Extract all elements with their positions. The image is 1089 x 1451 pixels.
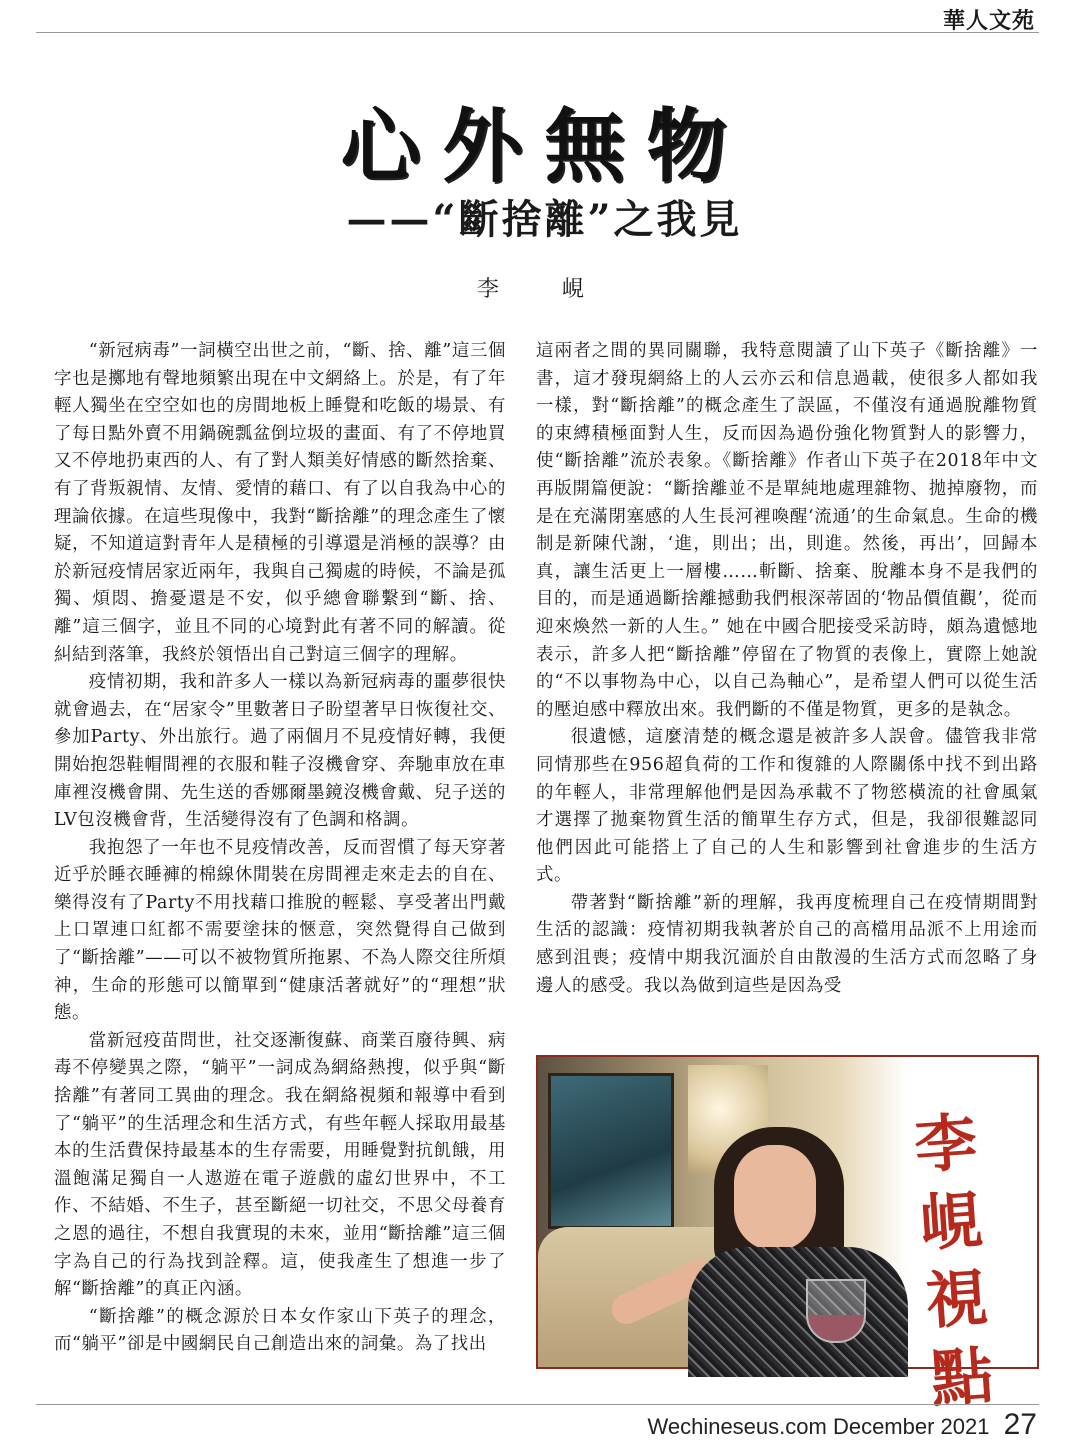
- right-column: [536, 338, 1038, 1000]
- footer-site: Wechineseus.com: [647, 1414, 827, 1439]
- paragraph: “新冠病毒”一詞橫空出世之前，“斷、捨、離”這三個字也是擲地有聲地頻繁出現在中文網絡上。於是，有了年輕人獨坐在空空如也的房間地板上睡覺和吃飯的場景、有了每日點外賣不用鍋碗瓢盆倒垃圾的畫面、有了不停地買又不停地扔東西的人、有了對人類美好情感的斷然捨棄、有了背叛親情、友情、愛情的藉口、有了以自我為中心的理論依據。在這些現像中，我對“斷捨離”的理念產生了懷疑，不知道這對青年人是積極的引導還是消極的誤導？由於新冠疫情居家近兩年，我與自己獨處的時候，不論是孤獨、煩悶、擔憂還是不安，似乎總會聯繫到“斷、捨、離”這三個字，並且不同的心境對此有著不同的解讀。從糾結到落筆，我終於領悟出自己對這三個字的理解。: [54, 341, 506, 665]
- photo-caption: 李峴視點: [912, 1105, 996, 1416]
- painting-decor: [548, 1073, 674, 1229]
- paragraph: 當新冠疫苗問世，社交逐漸復蘇、商業百廢待興、病毒不停變異之際，“躺平”一詞成為網絡熱搜，似乎與“斷捨離”有著同工異曲的理念。我在網絡視頻和報導中看到了“躺平”的生活理念和生活方式，有些年輕人採取用最基本的生活費保持最基本的生存需要，用睡覺對抗飢餓，用溫飽滿足獨自一人遨遊在電子遊戲的虛幻世界中，不工作、不結婚、不生子，甚至斷絕一切社交，不思父母養育之恩的過往，不想自我實現的未來，並用“斷捨離”這三個字為自己的行為找到詮釋。這，使我產生了想進一步了解“斷捨離”的真正內涵。: [54, 1030, 506, 1300]
- person-face: [734, 1145, 816, 1251]
- author-photo: [536, 1055, 1039, 1416]
- paragraph: 帶著對“斷捨離”新的理解，我再度梳理自己在疫情期間對生活的認識：疫情初期我執著於自己的高檔用品派不上用途而感到沮喪；疫情中期我沉湎於自由散漫的生活方式而忽略了身邊人的感受。我以為做到這些是因為受: [536, 892, 1038, 996]
- article-author: 李 峴: [477, 277, 612, 302]
- left-column: [54, 338, 506, 1359]
- wine-glass-icon: [806, 1279, 866, 1343]
- paragraph: 我抱怨了一年也不見疫情改善，反而習慣了每天穿著近乎於睡衣睡褲的棉線休閒裝在房間裡走來走去的自在、樂得沒有了Party不用找藉口推脫的輕鬆、享受著出門戴上口罩連口紅都不需要塗抹的愜意，突然覺得自己做到了“斷捨離”——可以不被物質所拖累、不為人際交往所煩神，生命的形態可以簡單到“健康活著就好”的“理想”狀態。: [54, 837, 506, 1024]
- person-dress: [688, 1247, 908, 1377]
- page-footer: [647, 1408, 1037, 1442]
- paragraph: 疫情初期，我和許多人一樣以為新冠病毒的噩夢很快就會過去，在“居家令”里數著日子盼望著早日恢復社交、參加Party、外出旅行。過了兩個月不見疫情好轉，我便開始抱怨鞋帽間裡的衣服和鞋子沒機會穿、奔馳車放在車庫裡沒機會開、先生送的香娜爾墨鏡沒機會戴、兒子送的LV包沒機會背，生活變得沒有了色調和格調。: [54, 672, 506, 831]
- footer-date: December 2021: [832, 1414, 990, 1439]
- article-subtitle: ——“斷捨離”之我見: [346, 196, 743, 243]
- header-divider: [36, 32, 1039, 33]
- paragraph: 這兩者之間的異同關聯，我特意閱讀了山下英子《斷捨離》一書，這才發現網絡上的人云亦云和信息過載，使很多人都如我一樣，對“斷捨離”的概念產生了誤區，不僅沒有通過脫離物質的束縛積極面對人生，反而因為過份強化物質對人的影響力，使“斷捨離”流於表象。《斷捨離》作者山下英子在2018年中文再版開篇便說：“斷捨離並不是單純地處理雜物、拋掉廢物，而是在充滿閉塞感的人生長河裡喚醒‘流通’的生命氣息。生命的機制是新陳代謝，‘進，則出；出，則進。然後，再出’，回歸本真，讓生活更上一層樓……斬斷、捨棄、脫離本身不是我們的目的，而是通過斷捨離撼動我們根深蒂固的‘物品價值觀’，從而迎來煥然一新的人生。” 她在中國合肥接受采訪時，頗為遺憾地表示，許多人把“斷捨離”停留在了物質的表像上，實際上她說的“不以事物為中心，以自己為軸心”，是希望人們可以從生活的壓迫感中釋放出來。我們斷的不僅是物質，更多的是執念。: [536, 341, 1038, 720]
- footer-divider: [36, 1404, 1039, 1405]
- paragraph: 很遺憾，這麼清楚的概念還是被許多人誤會。儘管我非常同情那些在956超負荷的工作和復雜的人際關係中找不到出路的年輕人，非常理解他們是因為承載不了物慾橫流的社會風氣才選擇了拋棄物質生活的簡單生存方式，但是，我卻很難認同他們因此可能搭上了自己的人生和影響到社會進步的生活方式。: [536, 727, 1038, 886]
- article-title: 心外無物: [340, 99, 749, 193]
- page-number: 27: [1003, 1408, 1037, 1441]
- section-label: 華人文苑: [942, 8, 1035, 34]
- paragraph: “斷捨離”的概念源於日本女作家山下英子的理念，而“躺平”卻是中國網民自己創造出來的詞彙。為了找出: [54, 1306, 506, 1355]
